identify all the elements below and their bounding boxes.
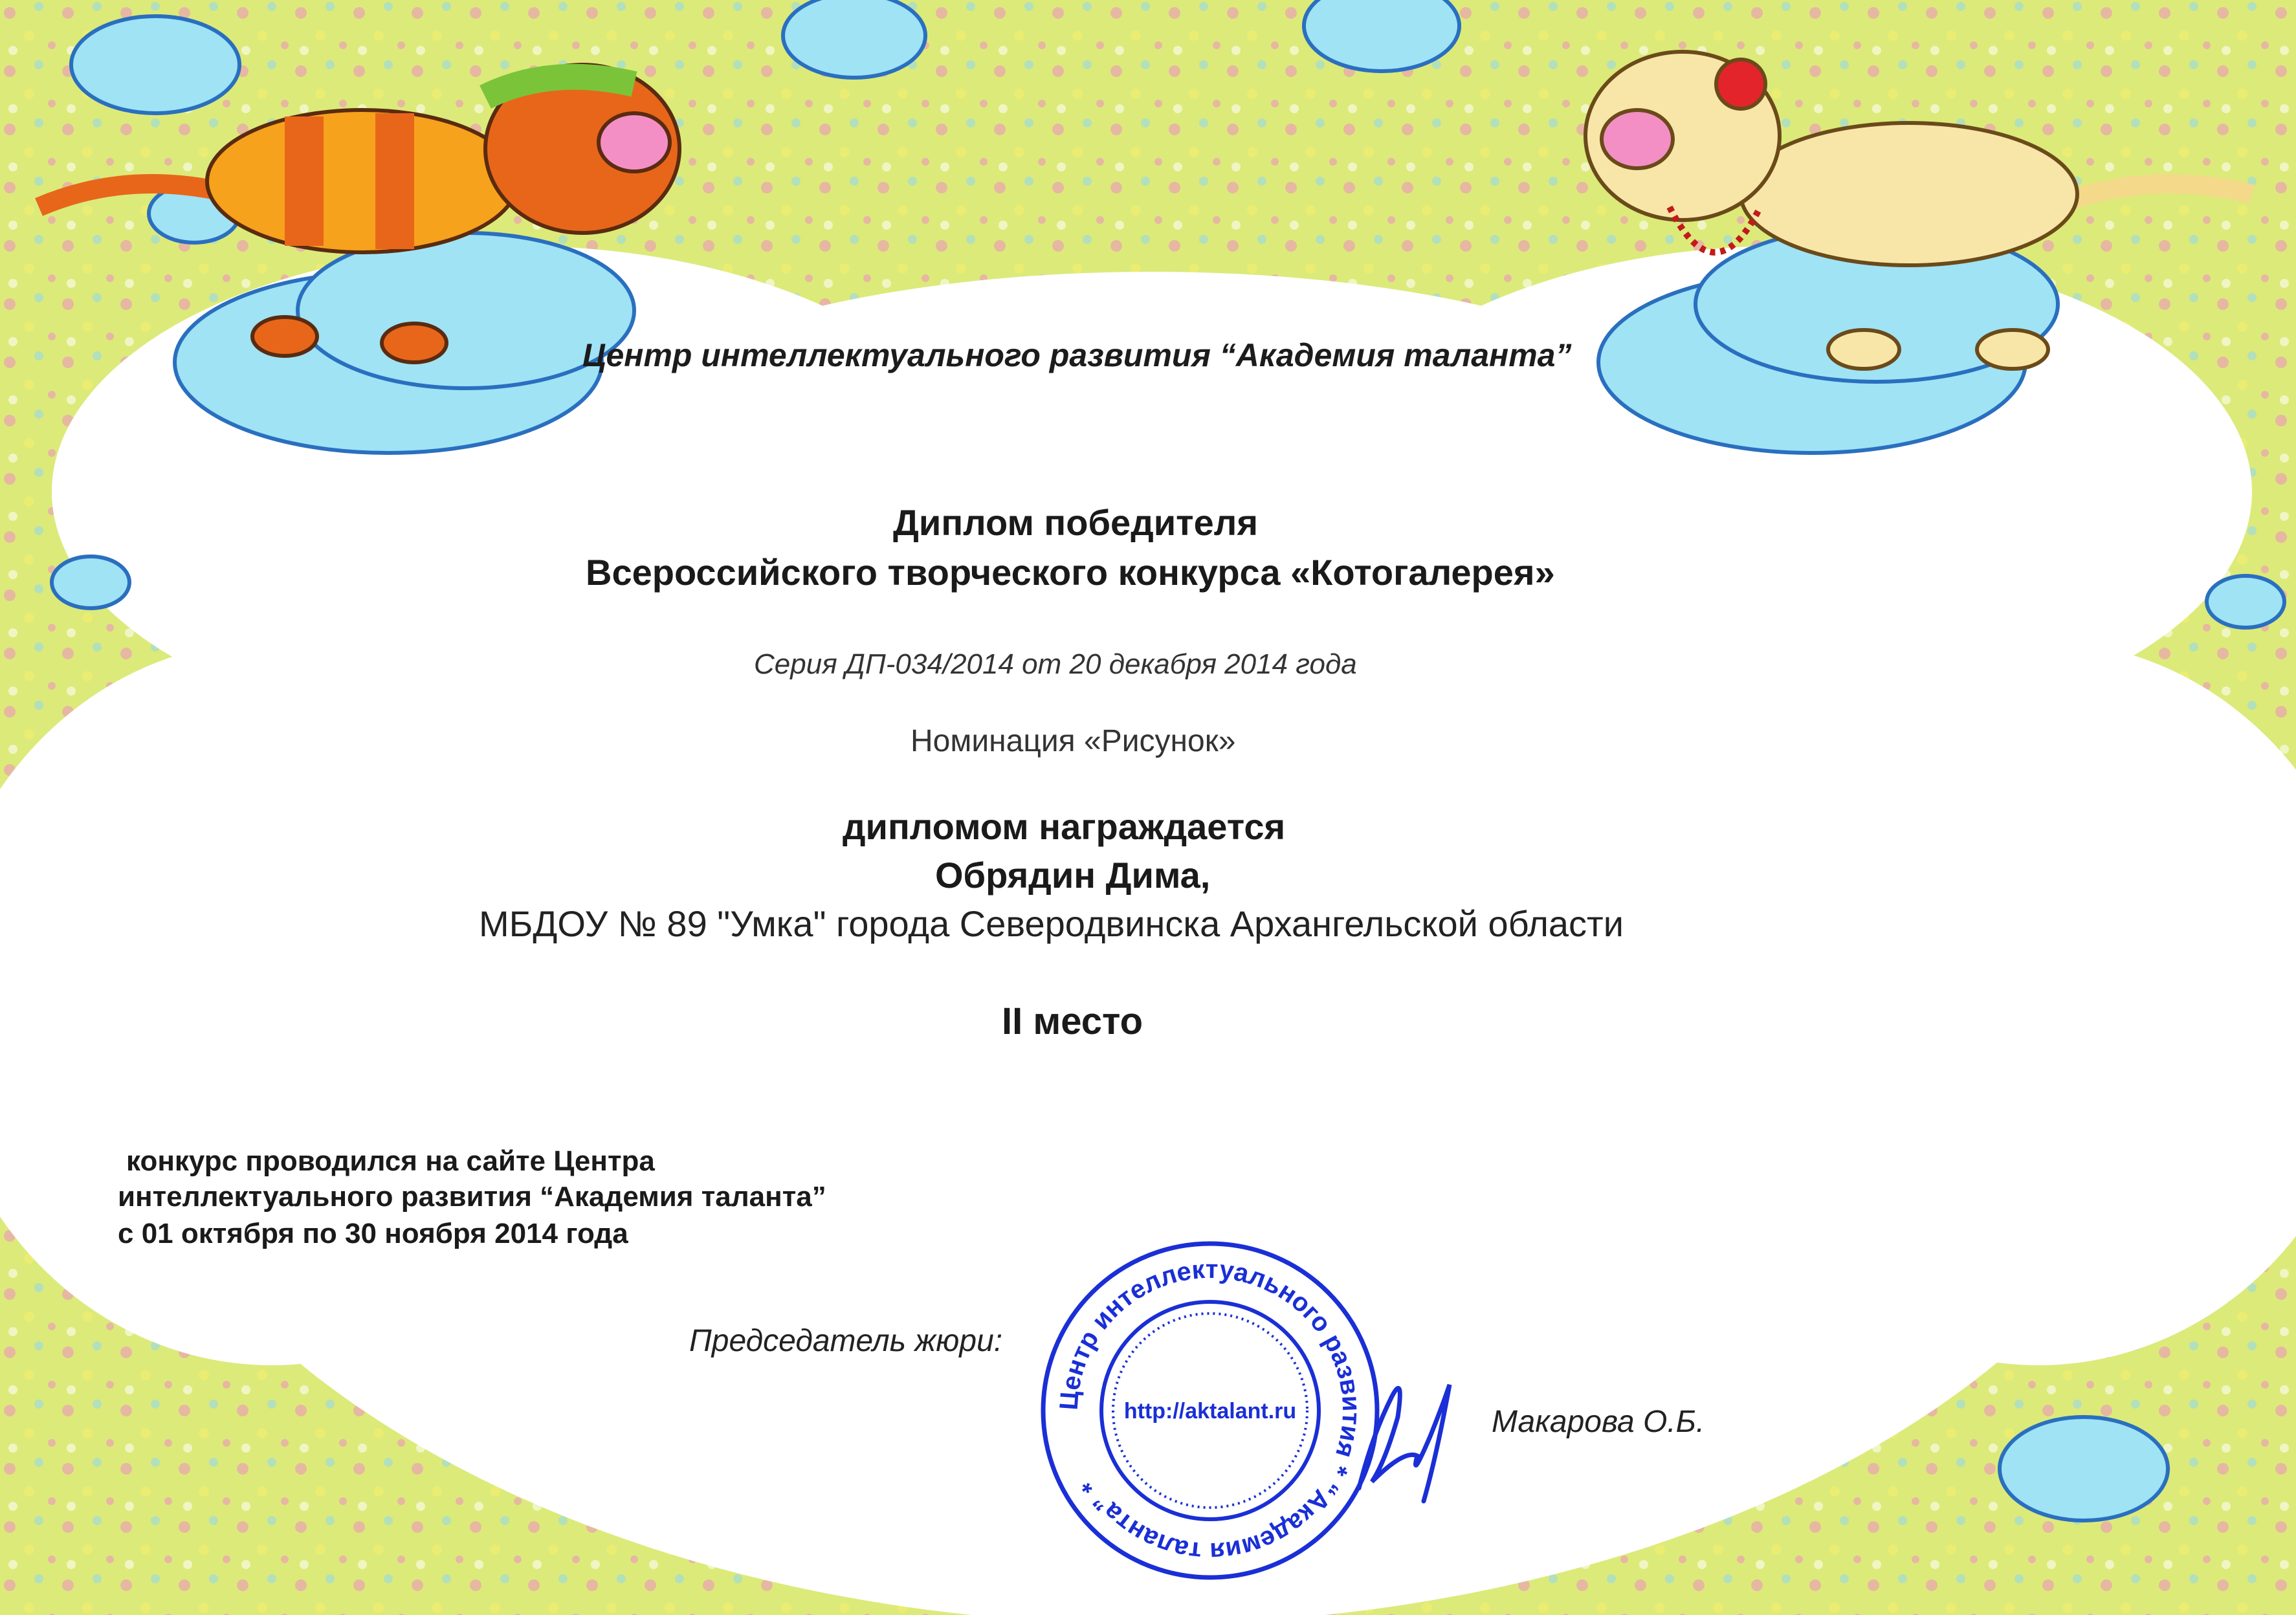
series-number: Серия ДП-034/2014 от 20 декабря 2014 года xyxy=(754,648,1357,680)
recipient-name: Обрядин Дима, xyxy=(935,855,1211,895)
stamp-url: http://aktalant.ru xyxy=(1123,1399,1297,1423)
signature-scribble xyxy=(1346,1359,1469,1508)
stamp-ring-text: Центр интеллектуального развития * “Академия таланта” * xyxy=(1054,1255,1366,1566)
info-line1: конкурс проводился на сайте Центра xyxy=(126,1145,655,1177)
institution: МБДОУ № 89 "Умка" города Северодвинска Архангельской области xyxy=(479,903,1624,944)
info-line2: интеллектуального развития “Академия таланта” xyxy=(118,1181,826,1213)
jury-chair-name: Макарова О.Б. xyxy=(1492,1405,1705,1439)
diploma-title-line2: Всероссийского творческого конкурса «Котогалерея» xyxy=(586,552,1555,593)
awarded-text: дипломом награждается xyxy=(843,806,1286,847)
official-stamp xyxy=(1035,1236,1385,1585)
organization-header: Центр интеллектуального развития “Академия таланта” xyxy=(582,337,1572,373)
info-line3: с 01 октября по 30 ноября 2014 года xyxy=(118,1218,628,1249)
place-award: II место xyxy=(1002,1000,1143,1042)
diploma-title-line1: Диплом победителя xyxy=(893,502,1258,543)
nomination: Номинация «Рисунок» xyxy=(911,724,1236,758)
jury-chair-label: Председатель жюри: xyxy=(689,1324,1003,1358)
